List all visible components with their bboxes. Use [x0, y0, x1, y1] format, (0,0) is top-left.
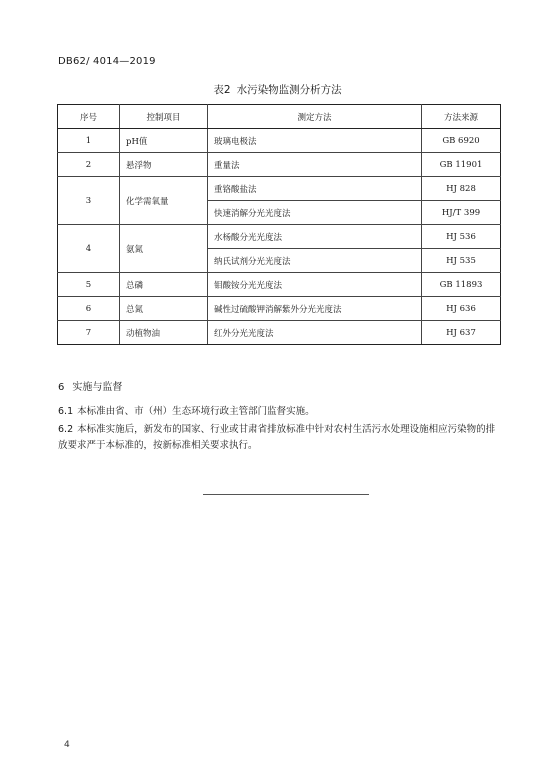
row-number: 2: [58, 153, 120, 177]
test-method: 重铬酸盐法: [208, 177, 422, 201]
section-number: 6: [58, 382, 65, 393]
method-source: GB 11901: [422, 153, 501, 177]
test-method: 重量法: [208, 153, 422, 177]
header-source: 方法来源: [422, 105, 501, 129]
method-source: HJ/T 399: [422, 201, 501, 225]
header-item: 控制项目: [120, 105, 208, 129]
table-row: [58, 177, 501, 201]
table-row: [58, 273, 501, 297]
table-label: 表2: [213, 84, 231, 96]
test-method: 水杨酸分光光度法: [208, 225, 422, 249]
row-number: 6: [58, 297, 120, 321]
table-row: [58, 129, 501, 153]
control-item: 总氮: [120, 297, 208, 321]
method-source: GB 11893: [422, 273, 501, 297]
row-number: 3: [58, 177, 120, 225]
method-source: HJ 535: [422, 249, 501, 273]
table-caption: [0, 82, 555, 97]
section-heading: [58, 378, 122, 393]
monitoring-methods-table: [57, 104, 501, 345]
table-header-row: [58, 105, 501, 129]
test-method: 碱性过硫酸钾消解紫外分光光度法: [208, 297, 422, 321]
test-method: 钼酸铵分光光度法: [208, 273, 422, 297]
page-number: 4: [64, 740, 70, 750]
clause-6-1: [58, 404, 498, 420]
table-row: [58, 153, 501, 177]
method-source: HJ 636: [422, 297, 501, 321]
row-number: 7: [58, 321, 120, 345]
clause-number: 6.2: [58, 424, 74, 435]
control-item: 氨氮: [120, 225, 208, 273]
control-item: 总磷: [120, 273, 208, 297]
section-title: 实施与监督: [72, 382, 123, 393]
control-item: 悬浮物: [120, 153, 208, 177]
method-source: GB 6920: [422, 129, 501, 153]
clause-text: 本标准实施后，新发布的国家、行业或甘肃省排放标准中针对农村生活污水处理设施相应污染物的排放要求严于本标准的，按新标准相关要求执行。: [58, 424, 496, 451]
row-number: 4: [58, 225, 120, 273]
table-row: [58, 297, 501, 321]
test-method: 快速消解分光光度法: [208, 201, 422, 225]
table-title: 水污染物监测分析方法: [236, 84, 342, 96]
clause-number: 6.1: [58, 406, 74, 417]
method-source: HJ 828: [422, 177, 501, 201]
table-row: [58, 225, 501, 249]
clause-6-2: [58, 422, 498, 454]
clause-text: 本标准由省、市（州）生态环境行政主管部门监督实施。: [77, 406, 315, 417]
row-number: 5: [58, 273, 120, 297]
control-item: 动植物油: [120, 321, 208, 345]
row-number: 1: [58, 129, 120, 153]
document-id: DB62/ 4014—2019: [58, 56, 156, 67]
end-of-standard-rule: [203, 494, 369, 495]
control-item: pH值: [120, 129, 208, 153]
header-no: 序号: [58, 105, 120, 129]
test-method: 纳氏试剂分光光度法: [208, 249, 422, 273]
control-item: 化学需氧量: [120, 177, 208, 225]
test-method: 玻璃电极法: [208, 129, 422, 153]
method-source: HJ 536: [422, 225, 501, 249]
test-method: 红外分光光度法: [208, 321, 422, 345]
header-method: 测定方法: [208, 105, 422, 129]
method-source: HJ 637: [422, 321, 501, 345]
table-row: [58, 321, 501, 345]
